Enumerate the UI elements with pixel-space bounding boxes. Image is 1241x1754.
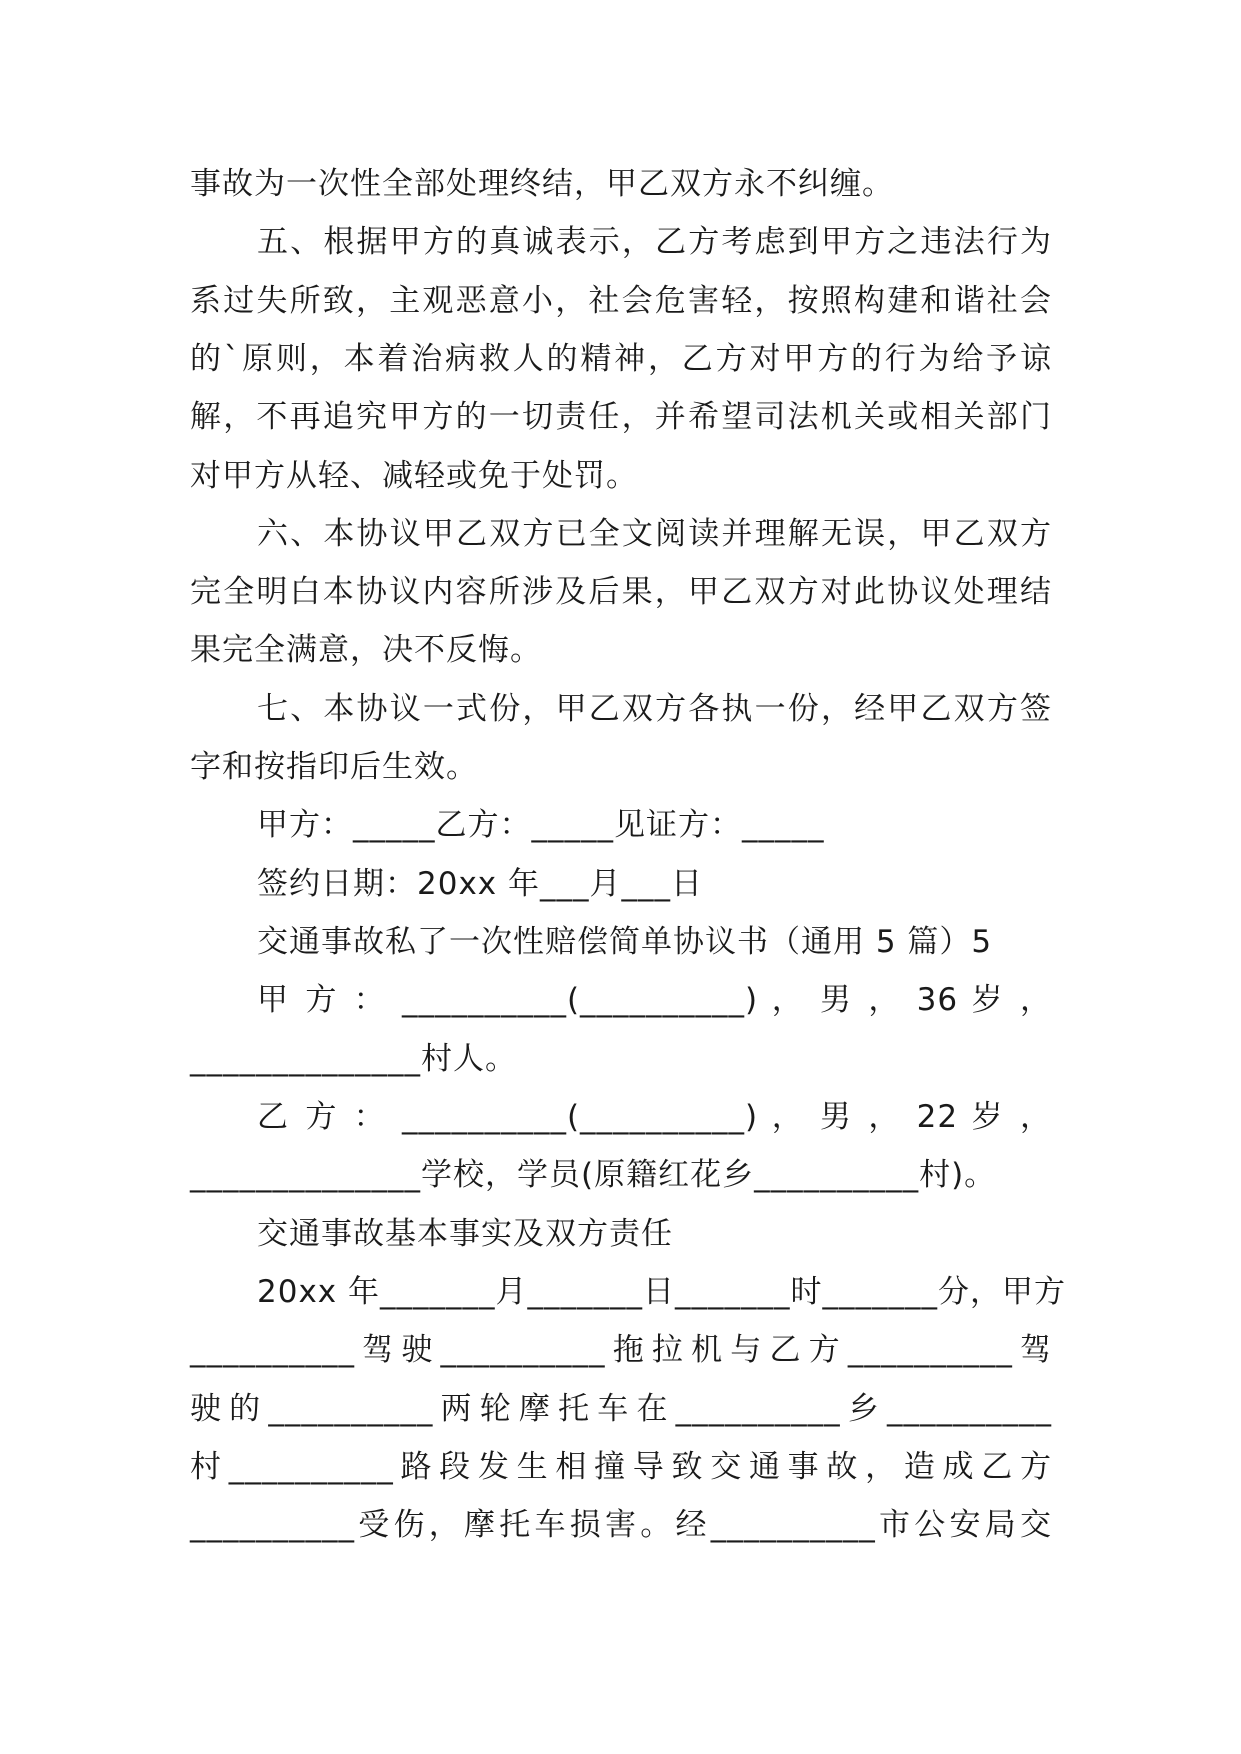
sign-date-line: 签约日期：20xx 年___月___日 xyxy=(257,866,703,902)
signature-line: 甲方：_____乙方：_____见证方：_____ xyxy=(257,807,825,843)
party-a-line: 甲 方 ： __________(__________) ， 男 ， 36 岁 ， xyxy=(257,982,1052,1018)
paragraph-line: 完全明白本协议内容所涉及后果，甲乙双方对此协议处理结 xyxy=(190,574,1052,610)
facts-line: __________受伤，摩托车损害。经__________市公安局交 xyxy=(190,1507,1052,1543)
paragraph-line: 的`原则，本着治病救人的精神，乙方对甲方的行为给予谅 xyxy=(190,341,1052,377)
party-b-line-cont: ______________学校，学员(原籍红花乡__________村)。 xyxy=(190,1157,997,1193)
clause-7-line: 七、本协议一式份，甲乙双方各执一份，经甲乙双方签 xyxy=(257,691,1052,727)
paragraph-line: 字和按指印后生效。 xyxy=(190,749,478,785)
facts-heading: 交通事故基本事实及双方责任 xyxy=(257,1216,673,1252)
facts-line: 驶的__________两轮摩托车在__________乡__________ xyxy=(190,1391,1052,1427)
facts-line: 20xx 年_______月_______日_______时_______分，甲方 xyxy=(257,1274,1066,1310)
paragraph-line: 对甲方从轻、减轻或免于处罚。 xyxy=(190,458,638,494)
paragraph-line: 果完全满意，决不反悔。 xyxy=(190,632,542,668)
party-b-line: 乙 方 ： __________(__________) ， 男 ， 22 岁 ， xyxy=(257,1099,1052,1135)
paragraph-line: 系过失所致，主观恶意小，社会危害轻，按照构建和谐社会 xyxy=(190,283,1052,319)
section-title: 交通事故私了一次性赔偿简单协议书（通用 5 篇）5 xyxy=(257,924,993,960)
facts-line: __________驾驶__________拖拉机与乙方__________驾 xyxy=(190,1332,1052,1368)
clause-5-line: 五、根据甲方的真诚表示，乙方考虑到甲方之违法行为 xyxy=(257,224,1052,260)
clause-6-line: 六、本协议甲乙双方已全文阅读并理解无误，甲乙双方 xyxy=(257,516,1052,552)
paragraph-line: 解，不再追究甲方的一切责任，并希望司法机关或相关部门 xyxy=(190,399,1052,435)
paragraph-line: 事故为一次性全部处理终结，甲乙双方永不纠缠。 xyxy=(190,166,894,202)
party-a-line-cont: ______________村人。 xyxy=(190,1041,517,1077)
facts-line: 村__________路段发生相撞导致交通事故，造成乙方 xyxy=(190,1449,1052,1485)
